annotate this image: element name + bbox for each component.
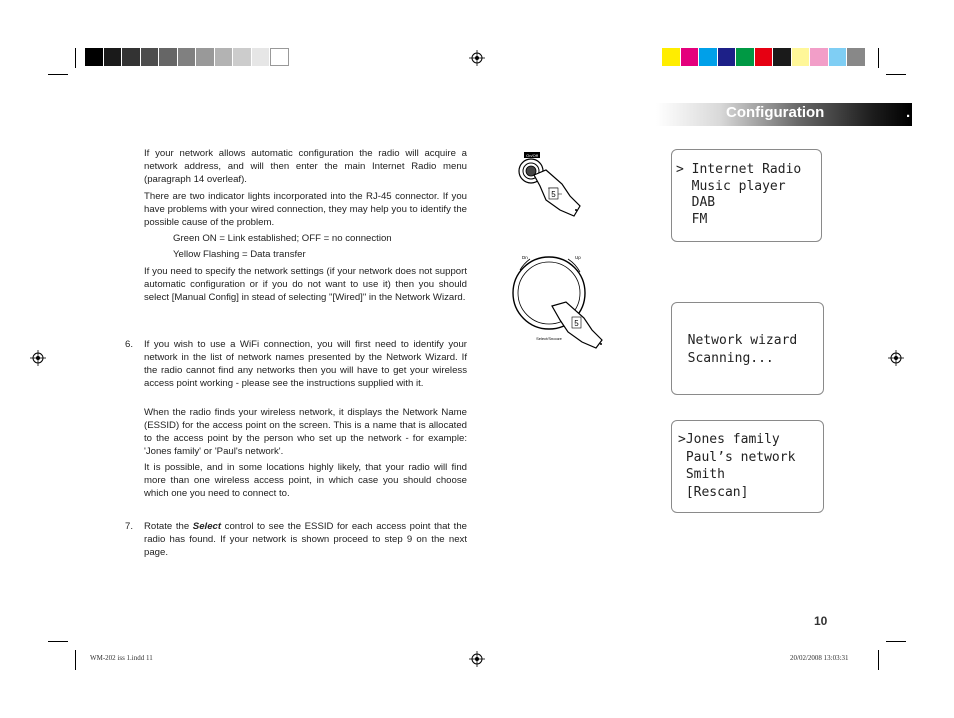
color-swatch [159,48,178,66]
paragraph-indicator-lights: There are two indicator lights incorporated into the RJ-45 connector. If you have problems with your wired connection, they may help you to identify the possible cause of the problem. [144,191,467,228]
color-swatch [736,48,755,66]
crop-mark [878,48,879,68]
color-swatch [252,48,271,66]
footer-timestamp: 20/02/2008 13:03:31 [790,654,849,662]
color-swatch [681,48,700,66]
knob-up-label: Up [575,255,581,260]
knob-select-label: Select/Snooze [536,336,562,341]
color-swatch [847,48,866,66]
step-7-select-word: Select [192,521,222,532]
color-swatch [718,48,737,66]
knob-step-number: 5 [574,319,579,328]
crop-mark [878,650,879,670]
color-swatch [810,48,829,66]
lcd-line: [Rescan] [678,485,749,500]
lcd-line: Smith [678,467,725,482]
color-swatch [773,48,792,66]
registration-mark-icon [30,350,46,366]
lcd-line: Scanning... [672,351,774,366]
color-swatch [699,48,718,66]
lcd-main-menu [671,149,822,242]
color-swatch [141,48,160,66]
color-swatch [755,48,774,66]
step-7-text-pre: Rotate the [144,521,193,532]
registration-mark-icon [888,350,904,366]
step-7-number: 7. [125,521,134,532]
indicator-yellow: Yellow Flashing = Data transfer [173,249,306,260]
registration-mark-icon [469,651,485,667]
section-title: Configuration [726,104,825,121]
lcd-line: Music player [676,179,786,194]
lcd-line: Paul’s network [678,450,796,465]
crop-mark [48,641,68,642]
crop-mark [75,650,76,670]
step-7-text [144,520,467,559]
lcd-line: DAB [676,195,716,210]
paragraph-auto-config: If your network allows automatic configuration the radio will acquire a network address, and will then enter the main Internet Radio menu (paragraph 14 overleaf). [144,148,467,185]
knob-down-label: Dn [522,255,528,260]
color-bar [662,48,866,66]
on-off-button-illustration [510,148,590,220]
step-6-text: If you wish to use a WiFi connection, you will first need to identify your network in the list of network names presented by the Network Wizard. If the radio cannot find any networks then you will have to get your wireless access point working - please see the instructions supplied with it. [144,339,467,389]
crop-mark [75,48,76,68]
registration-mark-icon [469,50,485,66]
step-7-text-post: control to see the ESSID for each access point that the radio has found. If your network is shown proceed to step 9 on the next page. [144,521,467,558]
crop-mark [886,74,906,75]
lcd-line: Network wizard [672,333,798,348]
lcd-line: FM [676,212,708,227]
color-swatch [270,48,289,66]
paragraph-multiple-ap: It is possible, and in some locations highly likely, that your radio will find more than one wireless access point, in which case you should choose which one you need to connect to. [144,462,467,499]
color-swatch [122,48,141,66]
color-swatch [792,48,811,66]
paragraph-manual-config: If you need to specify the network settings (if your network does not support automatic configuration or if you do not want to use it) then you should select [Manual Config] in stead of selecting "[Wired]" in the Network Wizard. [144,266,467,303]
lcd-essid-list [671,420,824,513]
color-swatch [178,48,197,66]
color-swatch [196,48,215,66]
grayscale-bar [85,48,289,66]
on-off-label: On/Off [526,153,538,158]
color-swatch [233,48,252,66]
paragraph-essid: When the radio finds your wireless network, it displays the Network Name (ESSID) for the access point on the screen. This is a name that is allocated to the access point by the person who set up the network - for example: 'Jones family' or 'Paul's network'. [144,407,467,457]
footer-file-name: WM-202 iss 1.indd 11 [90,654,153,662]
select-knob-illustration [508,248,612,352]
crop-mark [48,74,68,75]
color-swatch [85,48,104,66]
section-title-dot: . [906,104,911,121]
crop-mark [886,641,906,642]
color-swatch [662,48,681,66]
step-6-number: 6. [125,339,134,350]
color-swatch [829,48,848,66]
indicator-green: Green ON = Link established; OFF = no connection [173,233,392,244]
color-swatch [215,48,234,66]
lcd-network-wizard [671,302,824,395]
lcd-line: > Internet Radio [676,162,802,177]
color-swatch [104,48,123,66]
page-number: 10 [814,614,828,628]
lcd-line: >Jones family [678,432,780,447]
button-step-number: 5 [551,190,556,199]
